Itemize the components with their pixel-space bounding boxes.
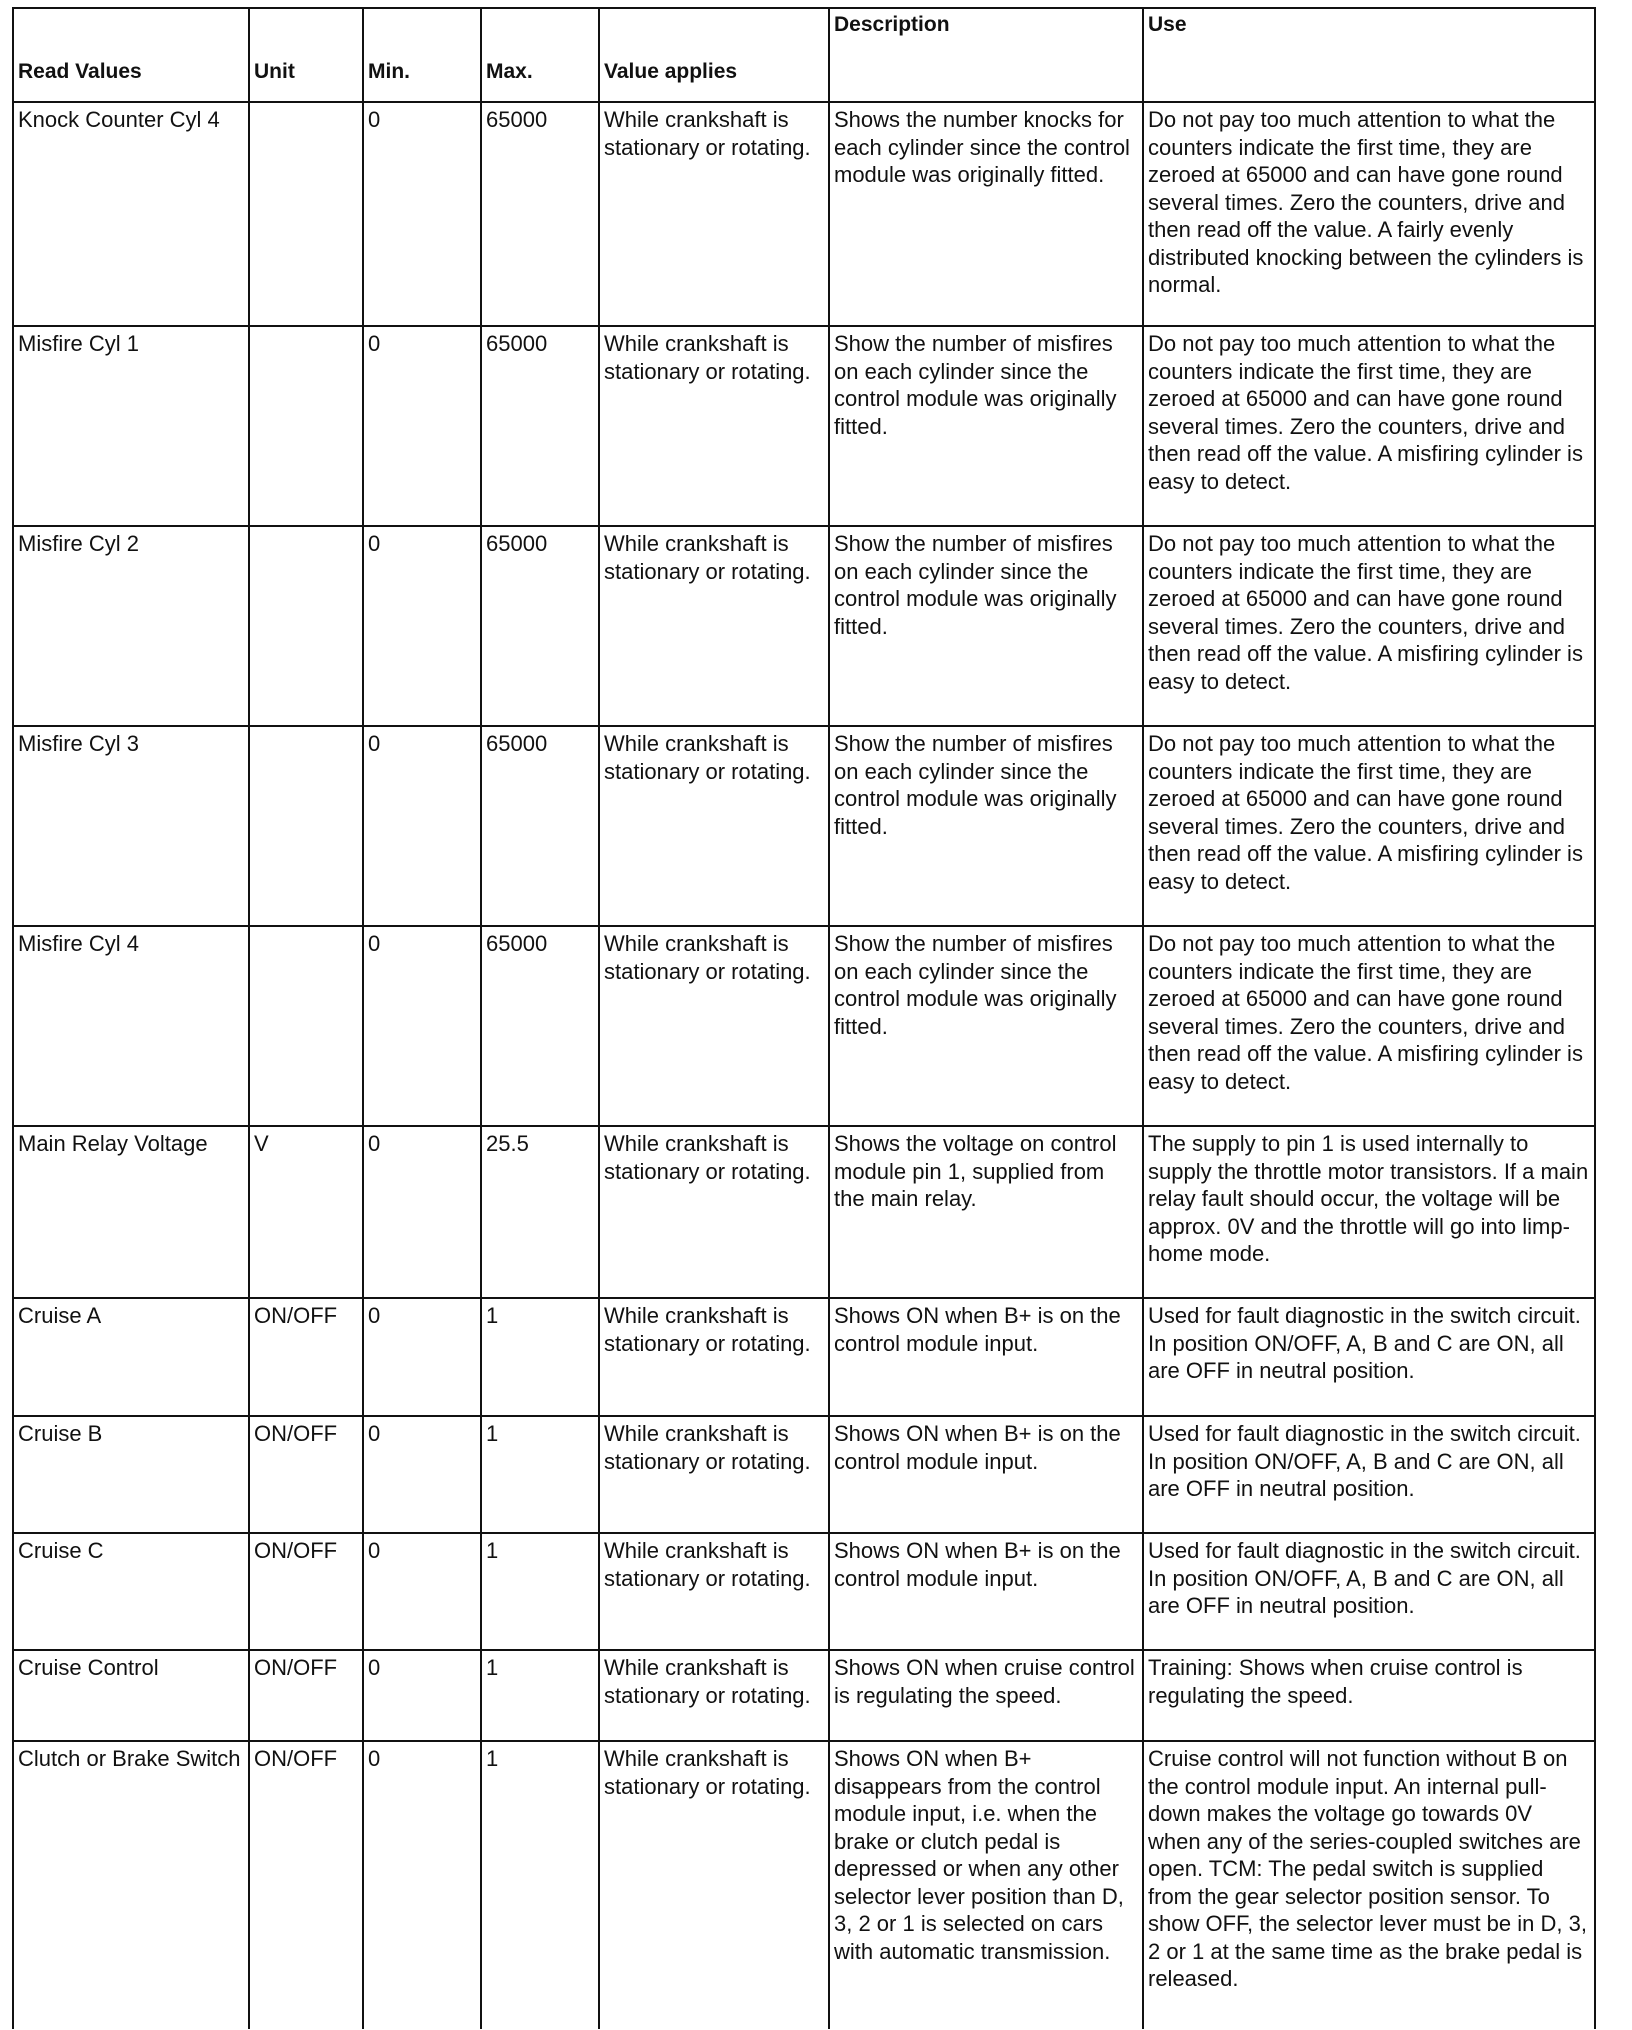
cell-unit: ON/OFF xyxy=(249,1741,363,2029)
cell-max: 1 xyxy=(481,1741,599,2029)
cell-max: 65000 xyxy=(481,726,599,926)
cell-max: 1 xyxy=(481,1298,599,1416)
cell-use: Do not pay too much attention to what the counters indicate the first time, they are zeroed at 65000 and can have gone round several times. Zero the counters, drive and then read off the value. A misfiring cylinder is easy to detect. xyxy=(1143,726,1595,926)
table-row xyxy=(13,1533,1595,1650)
cell-description: Show the number of misfires on each cylinder since the control module was originally fitted. xyxy=(829,926,1143,1126)
header-unit: Unit xyxy=(249,8,363,102)
cell-read-value: Clutch or Brake Switch xyxy=(13,1741,249,2029)
cell-description: Show the number of misfires on each cylinder since the control module was originally fitted. xyxy=(829,526,1143,726)
cell-min: 0 xyxy=(363,1650,481,1741)
cell-value-applies: While crankshaft is stationary or rotating. xyxy=(599,1126,829,1298)
cell-max: 65000 xyxy=(481,326,599,526)
cell-unit xyxy=(249,926,363,1126)
cell-unit xyxy=(249,326,363,526)
cell-use: Used for fault diagnostic in the switch circuit. In position ON/OFF, A, B and C are ON, all are OFF in neutral position. xyxy=(1143,1533,1595,1650)
cell-value-applies: While crankshaft is stationary or rotating. xyxy=(599,1650,829,1741)
table-row xyxy=(13,1298,1595,1416)
cell-max: 65000 xyxy=(481,926,599,1126)
cell-read-value: Cruise Control xyxy=(13,1650,249,1741)
cell-use: Used for fault diagnostic in the switch circuit. In position ON/OFF, A, B and C are ON, all are OFF in neutral position. xyxy=(1143,1298,1595,1416)
cell-read-value: Cruise B xyxy=(13,1416,249,1533)
cell-value-applies: While crankshaft is stationary or rotating. xyxy=(599,102,829,326)
table-row xyxy=(13,102,1595,326)
cell-read-value: Misfire Cyl 3 xyxy=(13,726,249,926)
header-read-values: Read Values xyxy=(13,8,249,102)
cell-use: Do not pay too much attention to what the counters indicate the first time, they are zeroed at 65000 and can have gone round several times. Zero the counters, drive and then read off the value. A misfiring cylinder is easy to detect. xyxy=(1143,926,1595,1126)
cell-max: 1 xyxy=(481,1416,599,1533)
cell-use: Used for fault diagnostic in the switch circuit. In position ON/OFF, A, B and C are ON, all are OFF in neutral position. xyxy=(1143,1416,1595,1533)
table-row xyxy=(13,1126,1595,1298)
table-header-row xyxy=(13,8,1595,102)
cell-read-value: Cruise C xyxy=(13,1533,249,1650)
table-row xyxy=(13,526,1595,726)
cell-description: Shows the number knocks for each cylinder since the control module was originally fitted. xyxy=(829,102,1143,326)
header-max: Max. xyxy=(481,8,599,102)
cell-max: 1 xyxy=(481,1650,599,1741)
header-use: Use xyxy=(1143,8,1595,102)
cell-min: 0 xyxy=(363,526,481,726)
cell-read-value: Cruise A xyxy=(13,1298,249,1416)
cell-min: 0 xyxy=(363,926,481,1126)
cell-description: Show the number of misfires on each cylinder since the control module was originally fitted. xyxy=(829,726,1143,926)
cell-min: 0 xyxy=(363,1298,481,1416)
cell-unit: ON/OFF xyxy=(249,1650,363,1741)
cell-use: Do not pay too much attention to what the counters indicate the first time, they are zeroed at 65000 and can have gone round several times. Zero the counters, drive and then read off the value. A fairly evenly distributed knocking between the cylinders is normal. xyxy=(1143,102,1595,326)
cell-unit: ON/OFF xyxy=(249,1533,363,1650)
cell-value-applies: While crankshaft is stationary or rotating. xyxy=(599,726,829,926)
cell-use: Training: Shows when cruise control is regulating the speed. xyxy=(1143,1650,1595,1741)
cell-description: Shows ON when cruise control is regulating the speed. xyxy=(829,1650,1143,1741)
cell-min: 0 xyxy=(363,1533,481,1650)
table-row xyxy=(13,326,1595,526)
table-row xyxy=(13,1416,1595,1533)
table-row xyxy=(13,726,1595,926)
table-row xyxy=(13,1741,1595,2029)
cell-unit: ON/OFF xyxy=(249,1416,363,1533)
header-value-applies: Value applies xyxy=(599,8,829,102)
cell-use: Cruise control will not function without B on the control module input. An internal pull-down makes the voltage go towards 0V when any of the series-coupled switches are open. TCM: The pedal switch is supplied from the gear selector position sensor. To show OFF, the selector lever must be in D, 3, 2 or 1 at the same time as the brake pedal is released. xyxy=(1143,1741,1595,2029)
cell-description: Shows ON when B+ disappears from the control module input, i.e. when the brake or clutch pedal is depressed or when any other selector lever position than D, 3, 2 or 1 is selected on cars with automatic transmission. xyxy=(829,1741,1143,2029)
cell-min: 0 xyxy=(363,1741,481,2029)
header-min: Min. xyxy=(363,8,481,102)
cell-value-applies: While crankshaft is stationary or rotating. xyxy=(599,326,829,526)
table-row xyxy=(13,926,1595,1126)
cell-unit xyxy=(249,526,363,726)
cell-read-value: Misfire Cyl 1 xyxy=(13,326,249,526)
cell-description: Shows ON when B+ is on the control module input. xyxy=(829,1416,1143,1533)
cell-value-applies: While crankshaft is stationary or rotating. xyxy=(599,1741,829,2029)
cell-unit xyxy=(249,102,363,326)
cell-unit: V xyxy=(249,1126,363,1298)
cell-value-applies: While crankshaft is stationary or rotating. xyxy=(599,1298,829,1416)
cell-min: 0 xyxy=(363,1126,481,1298)
cell-min: 0 xyxy=(363,102,481,326)
cell-description: Shows the voltage on control module pin 1, supplied from the main relay. xyxy=(829,1126,1143,1298)
cell-value-applies: While crankshaft is stationary or rotating. xyxy=(599,1533,829,1650)
cell-max: 25.5 xyxy=(481,1126,599,1298)
cell-value-applies: While crankshaft is stationary or rotating. xyxy=(599,1416,829,1533)
cell-unit xyxy=(249,726,363,926)
cell-max: 65000 xyxy=(481,102,599,326)
cell-read-value: Misfire Cyl 4 xyxy=(13,926,249,1126)
cell-read-value: Knock Counter Cyl 4 xyxy=(13,102,249,326)
table-row xyxy=(13,1650,1595,1741)
cell-max: 1 xyxy=(481,1533,599,1650)
cell-use: The supply to pin 1 is used internally to supply the throttle motor transistors. If a main relay fault should occur, the voltage will be approx. 0V and the throttle will go into limp-home mode. xyxy=(1143,1126,1595,1298)
cell-min: 0 xyxy=(363,726,481,926)
cell-read-value: Misfire Cyl 2 xyxy=(13,526,249,726)
cell-value-applies: While crankshaft is stationary or rotating. xyxy=(599,926,829,1126)
cell-min: 0 xyxy=(363,326,481,526)
cell-read-value: Main Relay Voltage xyxy=(13,1126,249,1298)
read-values-table xyxy=(12,7,1596,2029)
cell-use: Do not pay too much attention to what the counters indicate the first time, they are zeroed at 65000 and can have gone round several times. Zero the counters, drive and then read off the value. A misfiring cylinder is easy to detect. xyxy=(1143,326,1595,526)
header-description: Description xyxy=(829,8,1143,102)
cell-max: 65000 xyxy=(481,526,599,726)
cell-use: Do not pay too much attention to what the counters indicate the first time, they are zeroed at 65000 and can have gone round several times. Zero the counters, drive and then read off the value. A misfiring cylinder is easy to detect. xyxy=(1143,526,1595,726)
cell-description: Shows ON when B+ is on the control module input. xyxy=(829,1298,1143,1416)
cell-value-applies: While crankshaft is stationary or rotating. xyxy=(599,526,829,726)
cell-description: Show the number of misfires on each cylinder since the control module was originally fitted. xyxy=(829,326,1143,526)
cell-description: Shows ON when B+ is on the control module input. xyxy=(829,1533,1143,1650)
cell-unit: ON/OFF xyxy=(249,1298,363,1416)
cell-min: 0 xyxy=(363,1416,481,1533)
